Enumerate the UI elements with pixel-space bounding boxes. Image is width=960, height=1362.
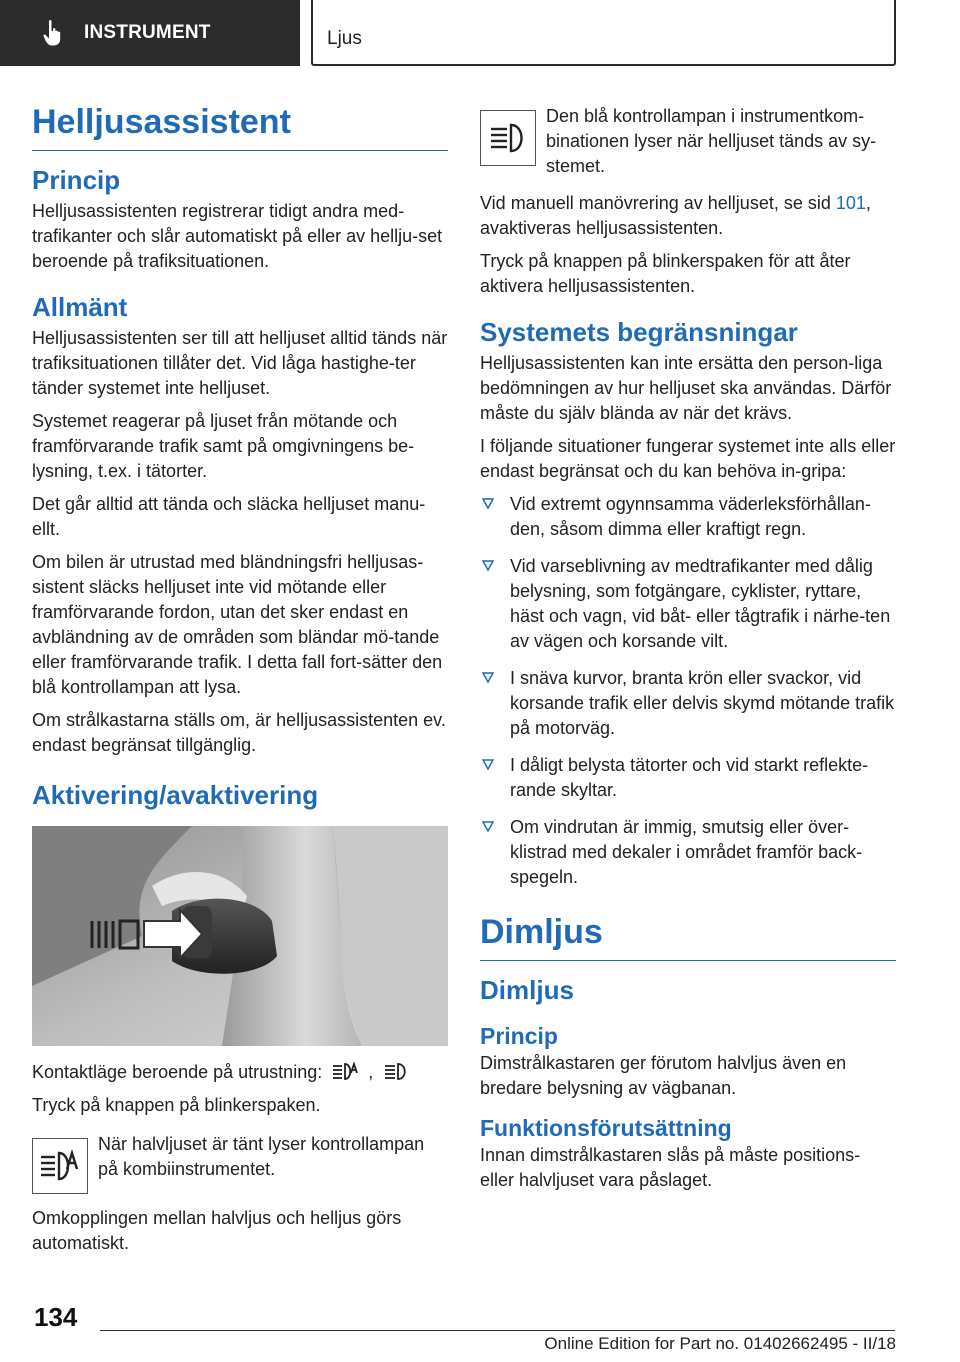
low-beam-indicator-row — [32, 1132, 448, 1194]
funktion-text: Innan dimstrålkastaren slås på måste positions- eller halvljuset vara påslaget. — [480, 1145, 861, 1190]
list-item — [480, 554, 896, 654]
kontaktlage-line — [32, 1060, 448, 1085]
limits-paragraph-1: Helljusassistenten kan inte ersätta den person-liga bedömningen av hur helljuset ska användas. Därför måste du själv blända av när det krävs. — [480, 353, 892, 423]
high-beam-icon — [382, 1061, 410, 1081]
allmant-paragraph-5: Om strålkastarna ställs om, är helljusassistenten ev. endast begränsat tillgänglig. — [32, 710, 446, 755]
princip-heading: Princip — [32, 165, 121, 195]
list-item-text: I snäva kurvor, branta krön eller svackor, vid korsande trafik eller delvis skymd mötande trafik på motorväg. — [510, 668, 895, 738]
high-beam-assistant-icon — [331, 1061, 359, 1081]
reactivate-text: Tryck på knappen på blinkerspaken för att åter aktivera helljusassistenten. — [480, 251, 851, 296]
triangle-bullet-icon — [482, 560, 494, 572]
list-item-text: Vid varseblivning av medtrafikanter med dålig belysning, som fotgängare, cyklister, ryttare, häst och vagn, vid båt- eller tågtrafik i närhe-ten av vägen och korsande vilt. — [510, 556, 891, 651]
section-label: Ljus — [327, 28, 362, 49]
limits-heading: Systemets begränsningar — [480, 317, 798, 347]
dim-princip-text: Dimstrålkastaren ger förutom halvljus även en bredare belysning av vägbanan. — [480, 1053, 847, 1098]
kontaktlage-text: Kontaktläge beroende på utrustning: — [32, 1062, 323, 1082]
manual-operation-prefix: Vid manuell manövrering av helljuset, se sid — [480, 193, 831, 213]
limits-list — [480, 492, 896, 890]
manual-operation-suffix: , avaktiveras helljusassistenten. — [480, 193, 871, 238]
kontaktlage-separator: , — [368, 1062, 374, 1082]
turn-signal-lever-photo — [32, 826, 448, 1046]
blue-lamp-text: Den blå kontrollampan i instrumentkom-binationen lyser när helljuset tänds av sy-stemet. — [546, 106, 877, 176]
high-beam-indicator-icon — [480, 110, 536, 166]
page-number: 134 — [34, 1302, 78, 1332]
allmant-paragraph-4: Om bilen är utrustad med bländningsfri helljusas-sistent släcks helljuset inte vid mötande eller framförvarande fordon, utan det sker endast en avbländning av de områden som bländar mö-tande eller framförvarande trafik. I detta fall fort-sätter den blå kontrollampan att lysa. — [32, 552, 443, 697]
lamp-description-text: När halvljuset är tänt lyser kontrollampan på kombiinstrumentet. — [98, 1134, 425, 1179]
right-column — [480, 100, 896, 1201]
helljusassistent-title: Helljusassistent — [32, 100, 448, 151]
blue-lamp-row — [480, 104, 896, 179]
allmant-paragraph-2: Systemet reagerar på ljuset från mötande och framförvarande trafik samt på omgivningens be-lysning, t.ex. i tätorter. — [32, 411, 415, 481]
section-tab[interactable] — [311, 0, 896, 66]
allmant-paragraph-1: Helljusassistenten ser till att helljuset alltid tänds när trafiksituationen tillåter det. Vid låga hastighe-ter tänder systemet inte helljuset. — [32, 328, 448, 398]
page-footer — [0, 1290, 960, 1362]
dimljus-subheading: Dimljus — [480, 975, 574, 1005]
edition-text: Online Edition for Part no. 01402662495 - II/18 — [544, 1334, 896, 1353]
triangle-bullet-icon — [482, 759, 494, 771]
princip-text: Helljusassistenten registrerar tidigt andra med-trafikanter och slår automatiskt på eller av hellju-set beroende på trafiksituationen. — [32, 201, 443, 271]
chapter-label: INSTRUMENT — [84, 22, 211, 43]
dim-princip-heading: Princip — [480, 1023, 558, 1049]
list-item — [480, 666, 896, 741]
chapter-tab[interactable] — [0, 0, 300, 66]
triangle-bullet-icon — [482, 672, 494, 684]
dimljus-title: Dimljus — [480, 910, 896, 961]
tryck-knappen-text: Tryck på knappen på blinkerspaken. — [32, 1095, 321, 1115]
funktion-heading: Funktionsförutsättning — [480, 1115, 732, 1141]
page-header — [0, 0, 960, 66]
triangle-bullet-icon — [482, 498, 494, 510]
limits-paragraph-2: I följande situationer fungerar systemet inte alls eller endast begränsat och du kan behöva in-gripa: — [480, 436, 896, 481]
list-item — [480, 753, 896, 803]
omkoppling-text: Omkopplingen mellan halvljus och helljus görs automatiskt. — [32, 1208, 402, 1253]
list-item-text: I dåligt belysta tätorter och vid starkt reflekte-rande skyltar. — [510, 755, 869, 800]
manual-operation-text — [480, 191, 896, 241]
list-item — [480, 815, 896, 890]
list-item — [480, 492, 896, 542]
allmant-paragraph-3: Det går alltid att tända och släcka helljuset manu-ellt. — [32, 494, 426, 539]
aktivering-heading: Aktivering/avaktivering — [32, 780, 319, 810]
allmant-heading: Allmänt — [32, 292, 128, 322]
left-column — [32, 100, 448, 1264]
list-item-text: Vid extremt ogynnsamma väderleksförhållan-den, såsom dimma eller kraftigt regn. — [510, 494, 871, 539]
footer-divider — [100, 1330, 895, 1331]
page-101-link[interactable]: 101 — [835, 193, 866, 213]
list-item-text: Om vindrutan är immig, smutsig eller över-klistrad med dekaler i området framför back-spegeln. — [510, 817, 863, 887]
pointing-hand-icon — [42, 19, 66, 47]
high-beam-assistant-indicator-icon — [32, 1138, 88, 1194]
triangle-bullet-icon — [482, 821, 494, 833]
